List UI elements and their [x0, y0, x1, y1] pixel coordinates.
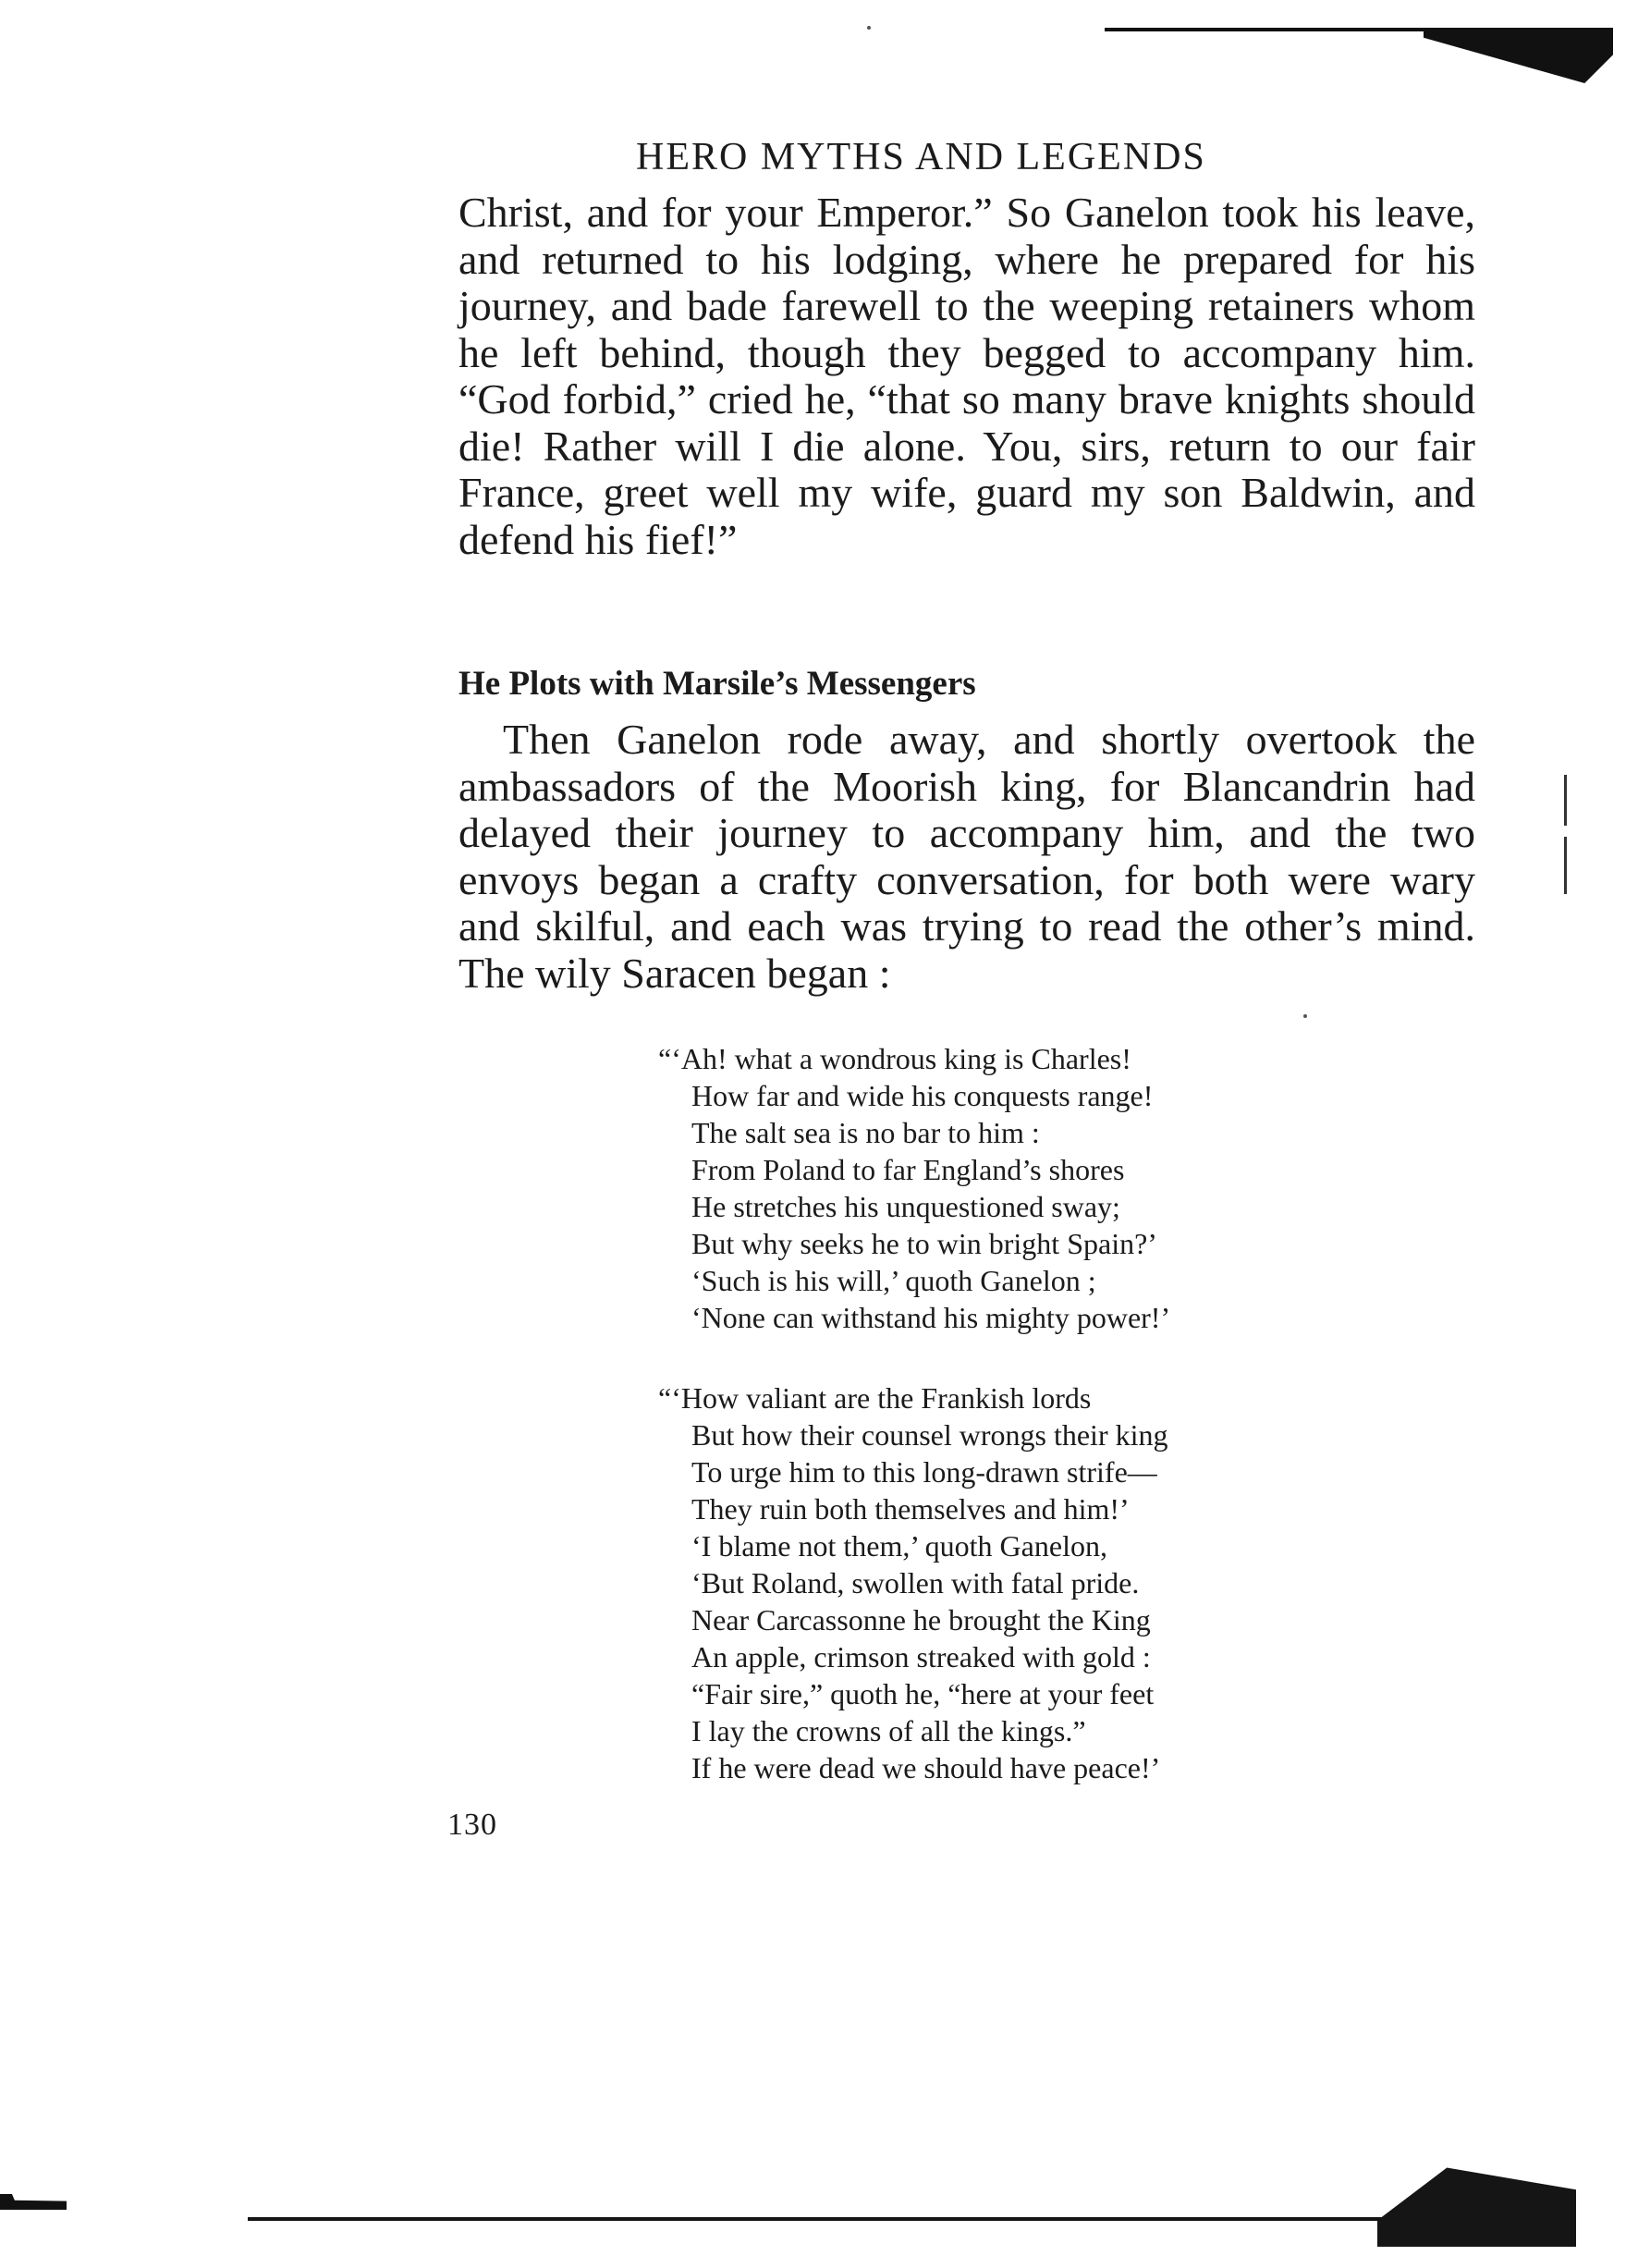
poem-line: I lay the crowns of all the kings.”: [691, 1714, 1086, 1747]
poem-line: An apple, crimson streaked with gold :: [691, 1640, 1151, 1673]
page-number: 130: [447, 1808, 497, 1842]
poem-line: He stretches his unquestioned sway;: [691, 1190, 1120, 1223]
scan-edge-bottom-shadow: [1377, 2159, 1576, 2247]
poem-line: But why seeks he to win bright Spain?’: [691, 1227, 1157, 1260]
paragraph-ganelon-leave: Christ, and for your Emperor.” So Ganelon took his leave, and returned to his lodging, where he prepared for his journey, and bade farewell to the weeping retainers whom he left behind, though they begged to accompany him. “God forbid,” cried he, “that so many brave knights should die! Rather will I die alone. You, sirs, return to our fair France, greet well my wife, guard my son Baldwin, and defend his fief!”: [458, 189, 1475, 563]
poem-line: To urge him to this long-drawn strife—: [691, 1455, 1157, 1489]
section-heading: He Plots with Marsile’s Messengers: [458, 665, 976, 703]
poem-line: But how their counsel wrongs their king: [691, 1418, 1168, 1452]
poem-line: ‘Such is his will,’ quoth Ganelon ;: [691, 1264, 1096, 1297]
paragraph-ganelon-rides: Then Ganelon rode away, and shortly overtook the ambassadors of the Moorish king, for Blancandrin had delayed their journey to accompany him, and the two envoys began a crafty conversation, for both were wary and skilful, and each was trying to read the other’s mind. The wily Saracen began :: [458, 716, 1475, 997]
scan-edge-bottom: [248, 2217, 1570, 2221]
poem-line: From Poland to far England’s shores: [691, 1153, 1125, 1186]
poem-line: Near Carcassonne he brought the King: [691, 1603, 1151, 1637]
poem-stanza-2: [658, 1379, 1361, 1786]
poem-line: ‘I blame not them,’ quoth Ganelon,: [691, 1529, 1107, 1563]
poem-line: “Fair sire,” quoth he, “here at your feet: [691, 1677, 1155, 1710]
scan-edge-top-shadow: [1424, 31, 1613, 83]
scan-speck: [1303, 1014, 1307, 1018]
scan-edge-top: [1105, 28, 1613, 31]
poem-line: If he were dead we should have peace!’: [691, 1751, 1161, 1784]
poem-line: “‘Ah! what a wondrous king is Charles!: [658, 1042, 1131, 1075]
poem-line: ‘None can withstand his mighty power!’: [691, 1301, 1171, 1334]
poem-line: They ruin both themselves and him!’: [691, 1492, 1130, 1526]
poem-stanza-1: [658, 1040, 1361, 1336]
scan-speck: [867, 26, 871, 30]
margin-mark: [1564, 837, 1567, 894]
running-head: HERO MYTHS AND LEGENDS: [636, 136, 1206, 178]
poem-line: How far and wide his conquests range!: [691, 1079, 1154, 1112]
poem-line: “‘How valiant are the Frankish lords: [658, 1381, 1092, 1415]
margin-mark: [1564, 775, 1567, 826]
scan-edge-left-mark: [0, 2194, 67, 2210]
poem-line: The salt sea is no bar to him :: [691, 1116, 1040, 1149]
poem-line: ‘But Roland, swollen with fatal pride.: [691, 1566, 1140, 1600]
